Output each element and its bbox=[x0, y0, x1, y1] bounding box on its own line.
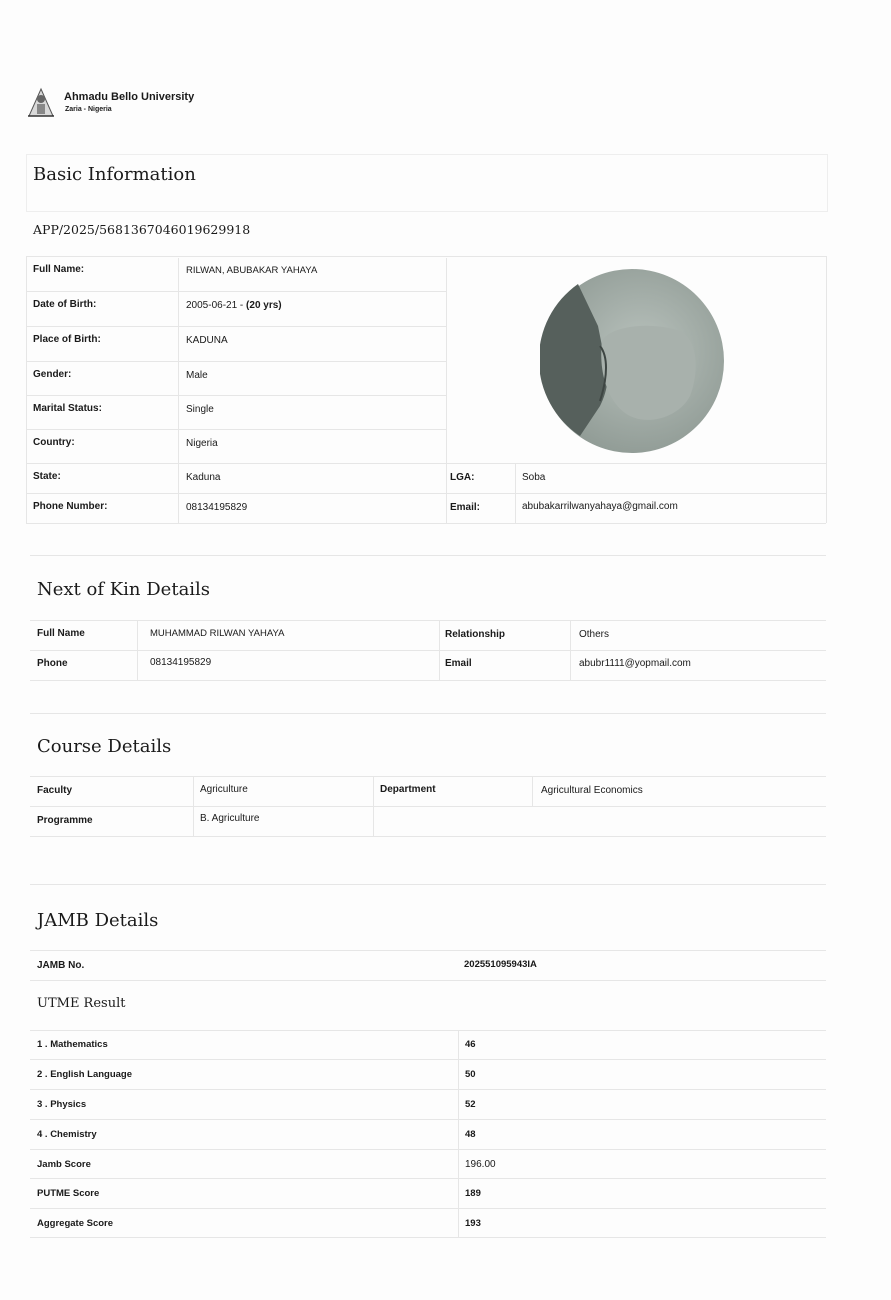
marital-label: Marital Status: bbox=[33, 403, 102, 414]
lga-label: LGA: bbox=[450, 472, 475, 483]
kin-relationship-label: Relationship bbox=[445, 629, 506, 640]
utme-score: 46 bbox=[465, 1039, 476, 1050]
utme-row bbox=[30, 1090, 826, 1120]
basic-info-title: Basic Information bbox=[33, 164, 196, 185]
jamb-score-value: 196.00 bbox=[465, 1158, 496, 1170]
utme-row bbox=[30, 1120, 826, 1150]
applicant-photo bbox=[540, 266, 725, 456]
putme-score-label: PUTME Score bbox=[37, 1188, 100, 1199]
kin-full-name-label: Full Name bbox=[37, 628, 85, 639]
utme-score: 48 bbox=[465, 1129, 476, 1140]
utme-row bbox=[30, 1030, 826, 1060]
phone-label: Phone Number: bbox=[33, 501, 108, 512]
university-name: Ahmadu Bello University bbox=[64, 91, 195, 103]
dob-value bbox=[186, 300, 282, 311]
gender-value: Male bbox=[186, 370, 208, 381]
pob-value: KADUNA bbox=[186, 335, 228, 346]
gender-label: Gender: bbox=[33, 369, 72, 380]
jamb-no-value: 202551095943IA bbox=[464, 959, 537, 970]
utme-row bbox=[30, 1060, 826, 1090]
full-name-label: Full Name: bbox=[33, 264, 85, 275]
dob-age: (20 yrs) bbox=[246, 300, 282, 311]
marital-value: Single bbox=[186, 404, 214, 415]
university-header bbox=[24, 86, 194, 120]
utme-title: UTME Result bbox=[37, 996, 126, 1011]
utme-subject: 2 . English Language bbox=[37, 1069, 133, 1080]
utme-subject: 4 . Chemistry bbox=[37, 1129, 97, 1140]
aggregate-score-row bbox=[30, 1209, 826, 1238]
pob-label: Place of Birth: bbox=[33, 334, 101, 345]
kin-email-value: abubr1111@yopmail.com bbox=[579, 658, 691, 669]
country-value: Nigeria bbox=[186, 438, 218, 449]
faculty-value: Agriculture bbox=[200, 784, 248, 795]
course-title: Course Details bbox=[37, 736, 172, 757]
state-label: State: bbox=[33, 471, 61, 482]
jamb-score-row bbox=[30, 1150, 826, 1179]
kin-phone-value: 08134195829 bbox=[150, 657, 212, 668]
putme-score-value: 189 bbox=[465, 1188, 481, 1199]
email-value: abubakarrilwanyahaya@gmail.com bbox=[522, 501, 678, 512]
lga-value: Soba bbox=[522, 472, 546, 483]
full-name-value: RILWAN, ABUBAKAR YAHAYA bbox=[186, 265, 318, 276]
putme-score-row bbox=[30, 1179, 826, 1209]
email-label: Email: bbox=[450, 502, 481, 513]
kin-email-label: Email bbox=[445, 658, 472, 669]
kin-relationship-value: Others bbox=[579, 629, 610, 640]
utme-score: 52 bbox=[465, 1099, 476, 1110]
jamb-title: JAMB Details bbox=[37, 910, 159, 931]
kin-title: Next of Kin Details bbox=[37, 579, 211, 600]
application-number: APP/2025/5681367046019629918 bbox=[33, 222, 251, 237]
programme-value: B. Agriculture bbox=[200, 813, 260, 824]
utme-subject: 1 . Mathematics bbox=[37, 1039, 108, 1050]
utme-subject: 3 . Physics bbox=[37, 1099, 87, 1110]
programme-label: Programme bbox=[37, 815, 93, 826]
phone-value: 08134195829 bbox=[186, 502, 248, 513]
jamb-no-label: JAMB No. bbox=[37, 960, 85, 971]
utme-score: 50 bbox=[465, 1069, 476, 1080]
jamb-score-label: Jamb Score bbox=[37, 1158, 91, 1170]
aggregate-score-label: Aggregate Score bbox=[37, 1217, 114, 1229]
state-value: Kaduna bbox=[186, 472, 221, 483]
dob-date: 2005-06-21 - bbox=[186, 300, 247, 311]
university-logo-icon bbox=[24, 86, 58, 120]
aggregate-score-value: 193 bbox=[465, 1217, 481, 1229]
country-label: Country: bbox=[33, 437, 75, 448]
dob-label: Date of Birth: bbox=[33, 299, 97, 310]
university-location: Zaria - Nigeria bbox=[65, 106, 112, 113]
faculty-label: Faculty bbox=[37, 785, 73, 796]
kin-phone-label: Phone bbox=[37, 658, 68, 669]
department-value: Agricultural Economics bbox=[541, 785, 643, 796]
kin-full-name-value: MUHAMMAD RILWAN YAHAYA bbox=[150, 628, 285, 639]
department-label: Department bbox=[380, 784, 436, 795]
